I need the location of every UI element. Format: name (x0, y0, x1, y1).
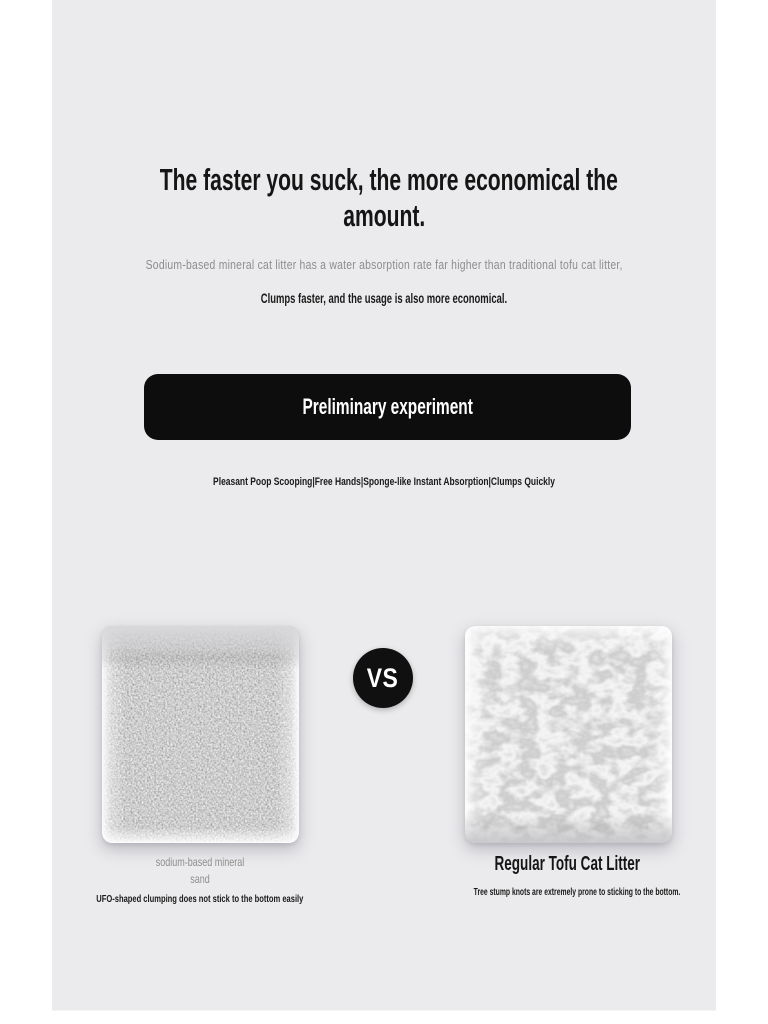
tofu-pellets-texture-image (465, 626, 672, 843)
features-strip: Pleasant Poop Scooping|Free Hands|Sponge-like Instant Absorption|Clumps Quickly (213, 476, 555, 488)
right-caption-block (418, 851, 716, 898)
vs-badge (353, 648, 413, 708)
right-caption-note: Tree stump knots are extremely prone to sticking to the bottom. (473, 886, 681, 898)
left-caption-note: UFO-shaped clumping does not stick to the bottom easily (96, 893, 304, 905)
vs-badge-label: VS (367, 662, 399, 693)
page-title-line1: The faster you suck, the more economical the (159, 162, 618, 197)
sand-texture-image (102, 626, 299, 843)
preliminary-experiment-button-label: Preliminary experiment (302, 394, 473, 419)
subtitle-text: Sodium-based mineral cat litter has a water absorption rate far higher than traditional tofu cat litter, (145, 257, 623, 272)
page-title-line2: amount. (343, 198, 425, 233)
left-caption-line1: sodium-based mineral (155, 855, 245, 869)
right-caption-title: Regular Tofu Cat Litter (494, 852, 640, 875)
page-title (52, 162, 716, 234)
content-panel (52, 0, 716, 1010)
subtitle-emphasis-text: Clumps faster, and the usage is also more economical. (260, 291, 508, 306)
preliminary-experiment-button[interactable] (144, 374, 631, 440)
left-caption-line2: sand (190, 871, 210, 886)
tofu-cat-litter-photo (465, 626, 672, 843)
left-caption-block (52, 854, 348, 905)
sodium-mineral-sand-photo (102, 626, 299, 843)
